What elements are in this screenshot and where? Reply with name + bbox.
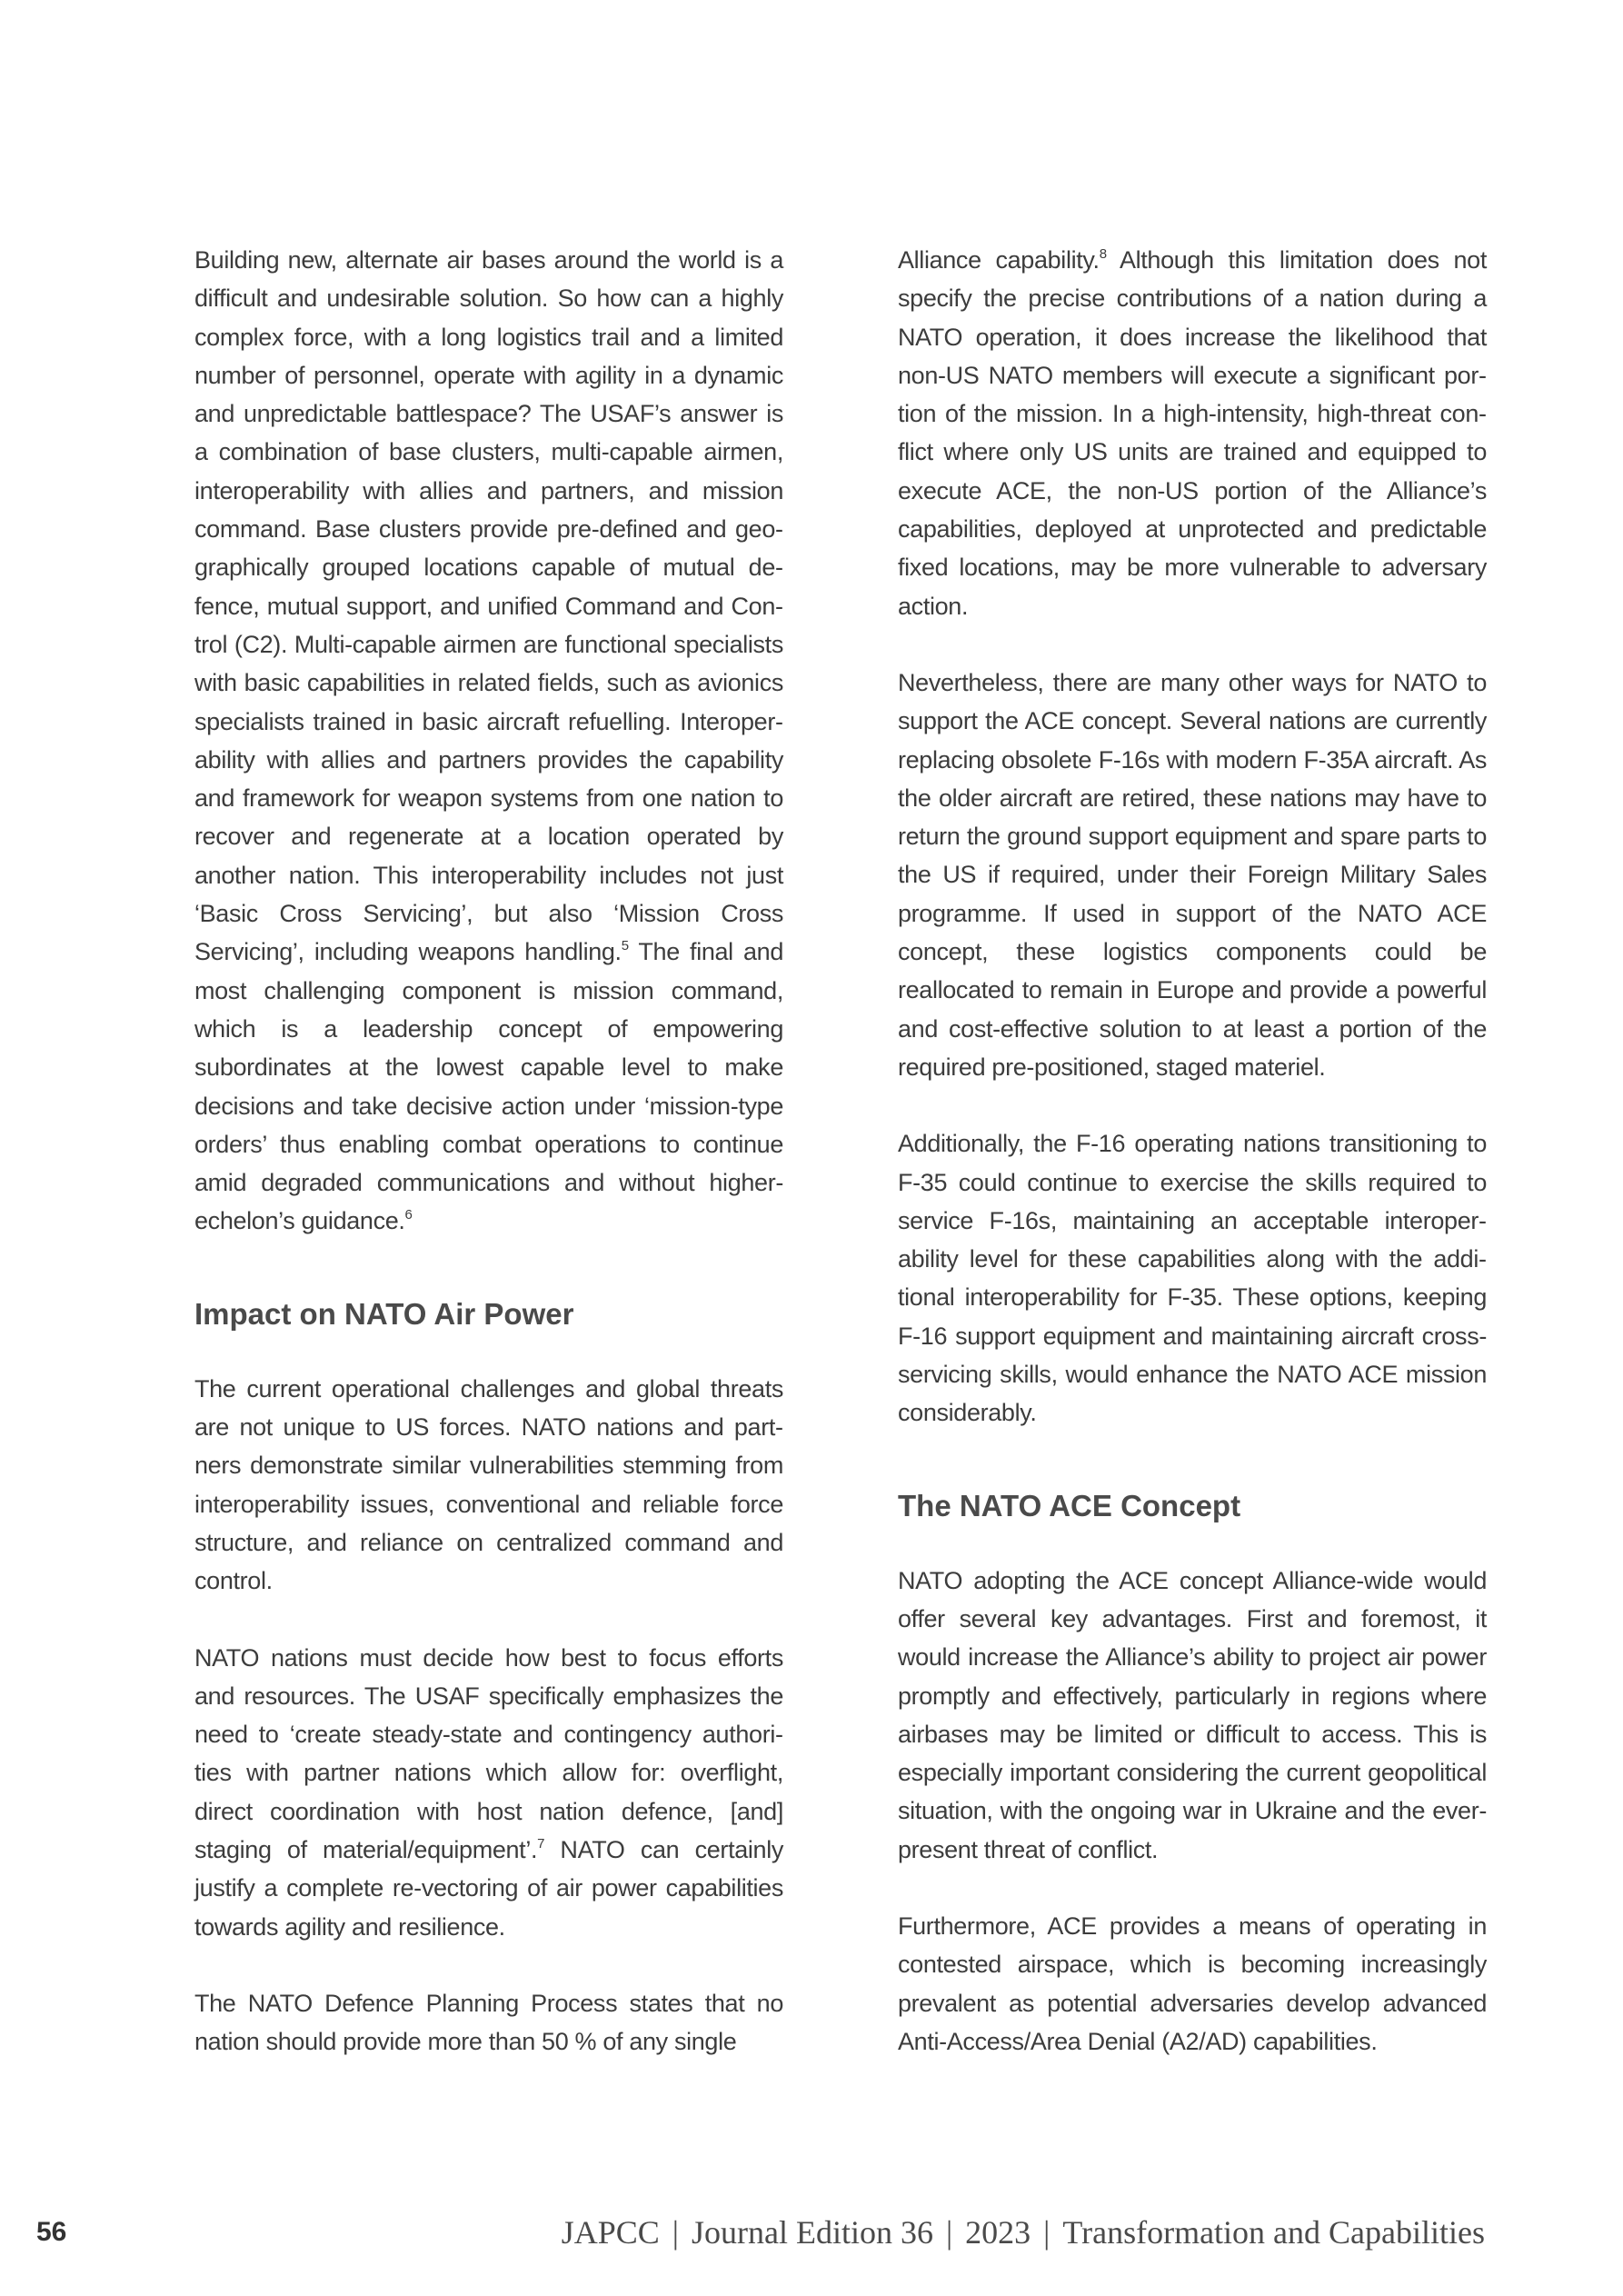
paragraph-text: Although this limitation does not specify the precise contributions of a nation during a NATO operation, it does increase the likelihood that non-US NATO members will execute a significant portion of the mission. In a high-intensity, high-threat conflict where only US units are trained and equipped to execute ACE, the non-US portion of the Alliance’s capabilities, deployed at unprotected and predictable fixed locations, may be more vulnerable to adversary action. bbox=[898, 246, 1487, 620]
publisher-name: JAPCC bbox=[561, 2214, 660, 2251]
body-paragraph bbox=[898, 241, 1487, 625]
body-paragraph: The current operational challenges and global threats are not unique to US forces. NATO nations and partners demonstrate similar vulnerabilities stemming from interoperability issues, conventional and reliable force structure, and reliance on centralized command and control. bbox=[194, 1374, 783, 1595]
footer-separator: | bbox=[672, 2214, 679, 2251]
footnote-reference[interactable]: 7 bbox=[537, 1835, 545, 1852]
body-paragraph: The NATO Defence Planning Process states that no nation should provide more than 50 % of any single bbox=[194, 1989, 783, 2056]
running-footer bbox=[562, 2211, 1485, 2254]
paragraph-text: NATO can certainly justify a complete re-vectoring of air power capabilities towards agility and resilience. bbox=[194, 1835, 783, 1941]
right-column bbox=[898, 241, 1487, 2099]
footer-separator: | bbox=[1043, 2214, 1050, 2251]
body-paragraph: NATO adopting the ACE concept Alliance-wide would offer several key advantages. First and foremost, it would increase the Alliance’s ability to project air power promptly and effectively, particularly in regions where airbases may be limited or difficult to access. This is especially important considering the current geopolitical situation, with the ongoing war in Ukraine and the ever-present threat of conflict. bbox=[898, 1566, 1487, 1863]
paragraph-text: Building new, alternate air bases around the world is a difficult and undesirable solution. So how can a highly complex force, with a long logistics trail and a limited number of personnel, operate with agility in a dynamic and unpredictable battlespace? The USAF’s answer is a combination of base clusters, multi-capable airmen, interoperability with allies and partners, and mission command. Base clusters provide pre-defined and geographically grouped locations capable of mutual defence, mutual support, and unified Command and Control (C2). Multi-capable airmen are functional specialists with basic capabilities in related fields, such as avionics specialists trained in basic aircraft refuelling. Interoperability with allies and partners provides the capability and framework for weapon systems from one nation to recover and regenerate at a location operated by another nation. This interoperability includes not just ‘Basic Cross Servicing’, but also ‘Mission Cross Servicing’, including weapons handling. bbox=[194, 246, 783, 966]
left-column bbox=[194, 241, 783, 2099]
footnote-reference[interactable]: 6 bbox=[404, 1207, 413, 1223]
footnote-reference[interactable]: 8 bbox=[1099, 246, 1107, 262]
footnote-reference[interactable]: 5 bbox=[621, 938, 629, 954]
body-paragraph: Furthermore, ACE provides a means of operating in contested airspace, which is becoming increasingly prevalent as potential adversaries develop advanced Anti-Access/Area Denial (A2/AD) capabilities. bbox=[898, 1912, 1487, 2055]
body-paragraph: Additionally, the F-16 operating nations transitioning to F-35 could continue to exercise the skills required to service F-16s, maintaining an acceptable interoperability level for these capabilities along with the additional interoperability for F-35. These options, keeping F-16 support equipment and maintaining aircraft cross-servicing skills, would enhance the NATO ACE mission considerably. bbox=[898, 1130, 1487, 1427]
page-number: 56 bbox=[36, 2217, 67, 2247]
section-heading: The NATO ACE Concept bbox=[898, 1488, 1241, 1522]
body-paragraph bbox=[194, 241, 783, 1241]
paragraph-text: The final and most challenging component is mission command, which is a leadership concept of empowering subordinates at the lowest capable level to make decisions and take decisive action under ‘mission-type orders’ thus enabling combat operations to continue amid degraded communications and without higher-echelon’s guidance. bbox=[194, 938, 783, 1235]
body-paragraph bbox=[194, 1639, 783, 1946]
section-heading: Impact on NATO Air Power bbox=[194, 1296, 574, 1331]
page-footer bbox=[0, 2211, 1623, 2254]
section-name: Transformation and Capabilities bbox=[1062, 2214, 1485, 2251]
paragraph-text: NATO nations must decide how best to focus efforts and resources. The USAF specifically emphasizes the need to ‘create steady-state and contingency authorities with partner nations which allow for: overflight, direct coordination with host nation defence, [and] staging of material/equipment’. bbox=[194, 1643, 783, 1863]
journal-edition: Journal Edition 36 bbox=[691, 2214, 933, 2251]
paragraph-text: Alliance capability. bbox=[898, 246, 1100, 274]
publication-year: 2023 bbox=[965, 2214, 1031, 2251]
body-paragraph: Nevertheless, there are many other ways for NATO to support the ACE concept. Several nations are currently replacing obsolete F-16s with modern F-35A aircraft. As the older aircraft are retired, these nations may have to return the ground support equipment and spare parts to the US if required, under their Foreign Military Sales programme. If used in support of the NATO ACE concept, these logistics components could be reallocated to remain in Europe and provide a powerful and cost-effective solution to at least a portion of the required pre-positioned, staged materiel. bbox=[898, 668, 1487, 1081]
footer-separator: | bbox=[945, 2214, 953, 2251]
